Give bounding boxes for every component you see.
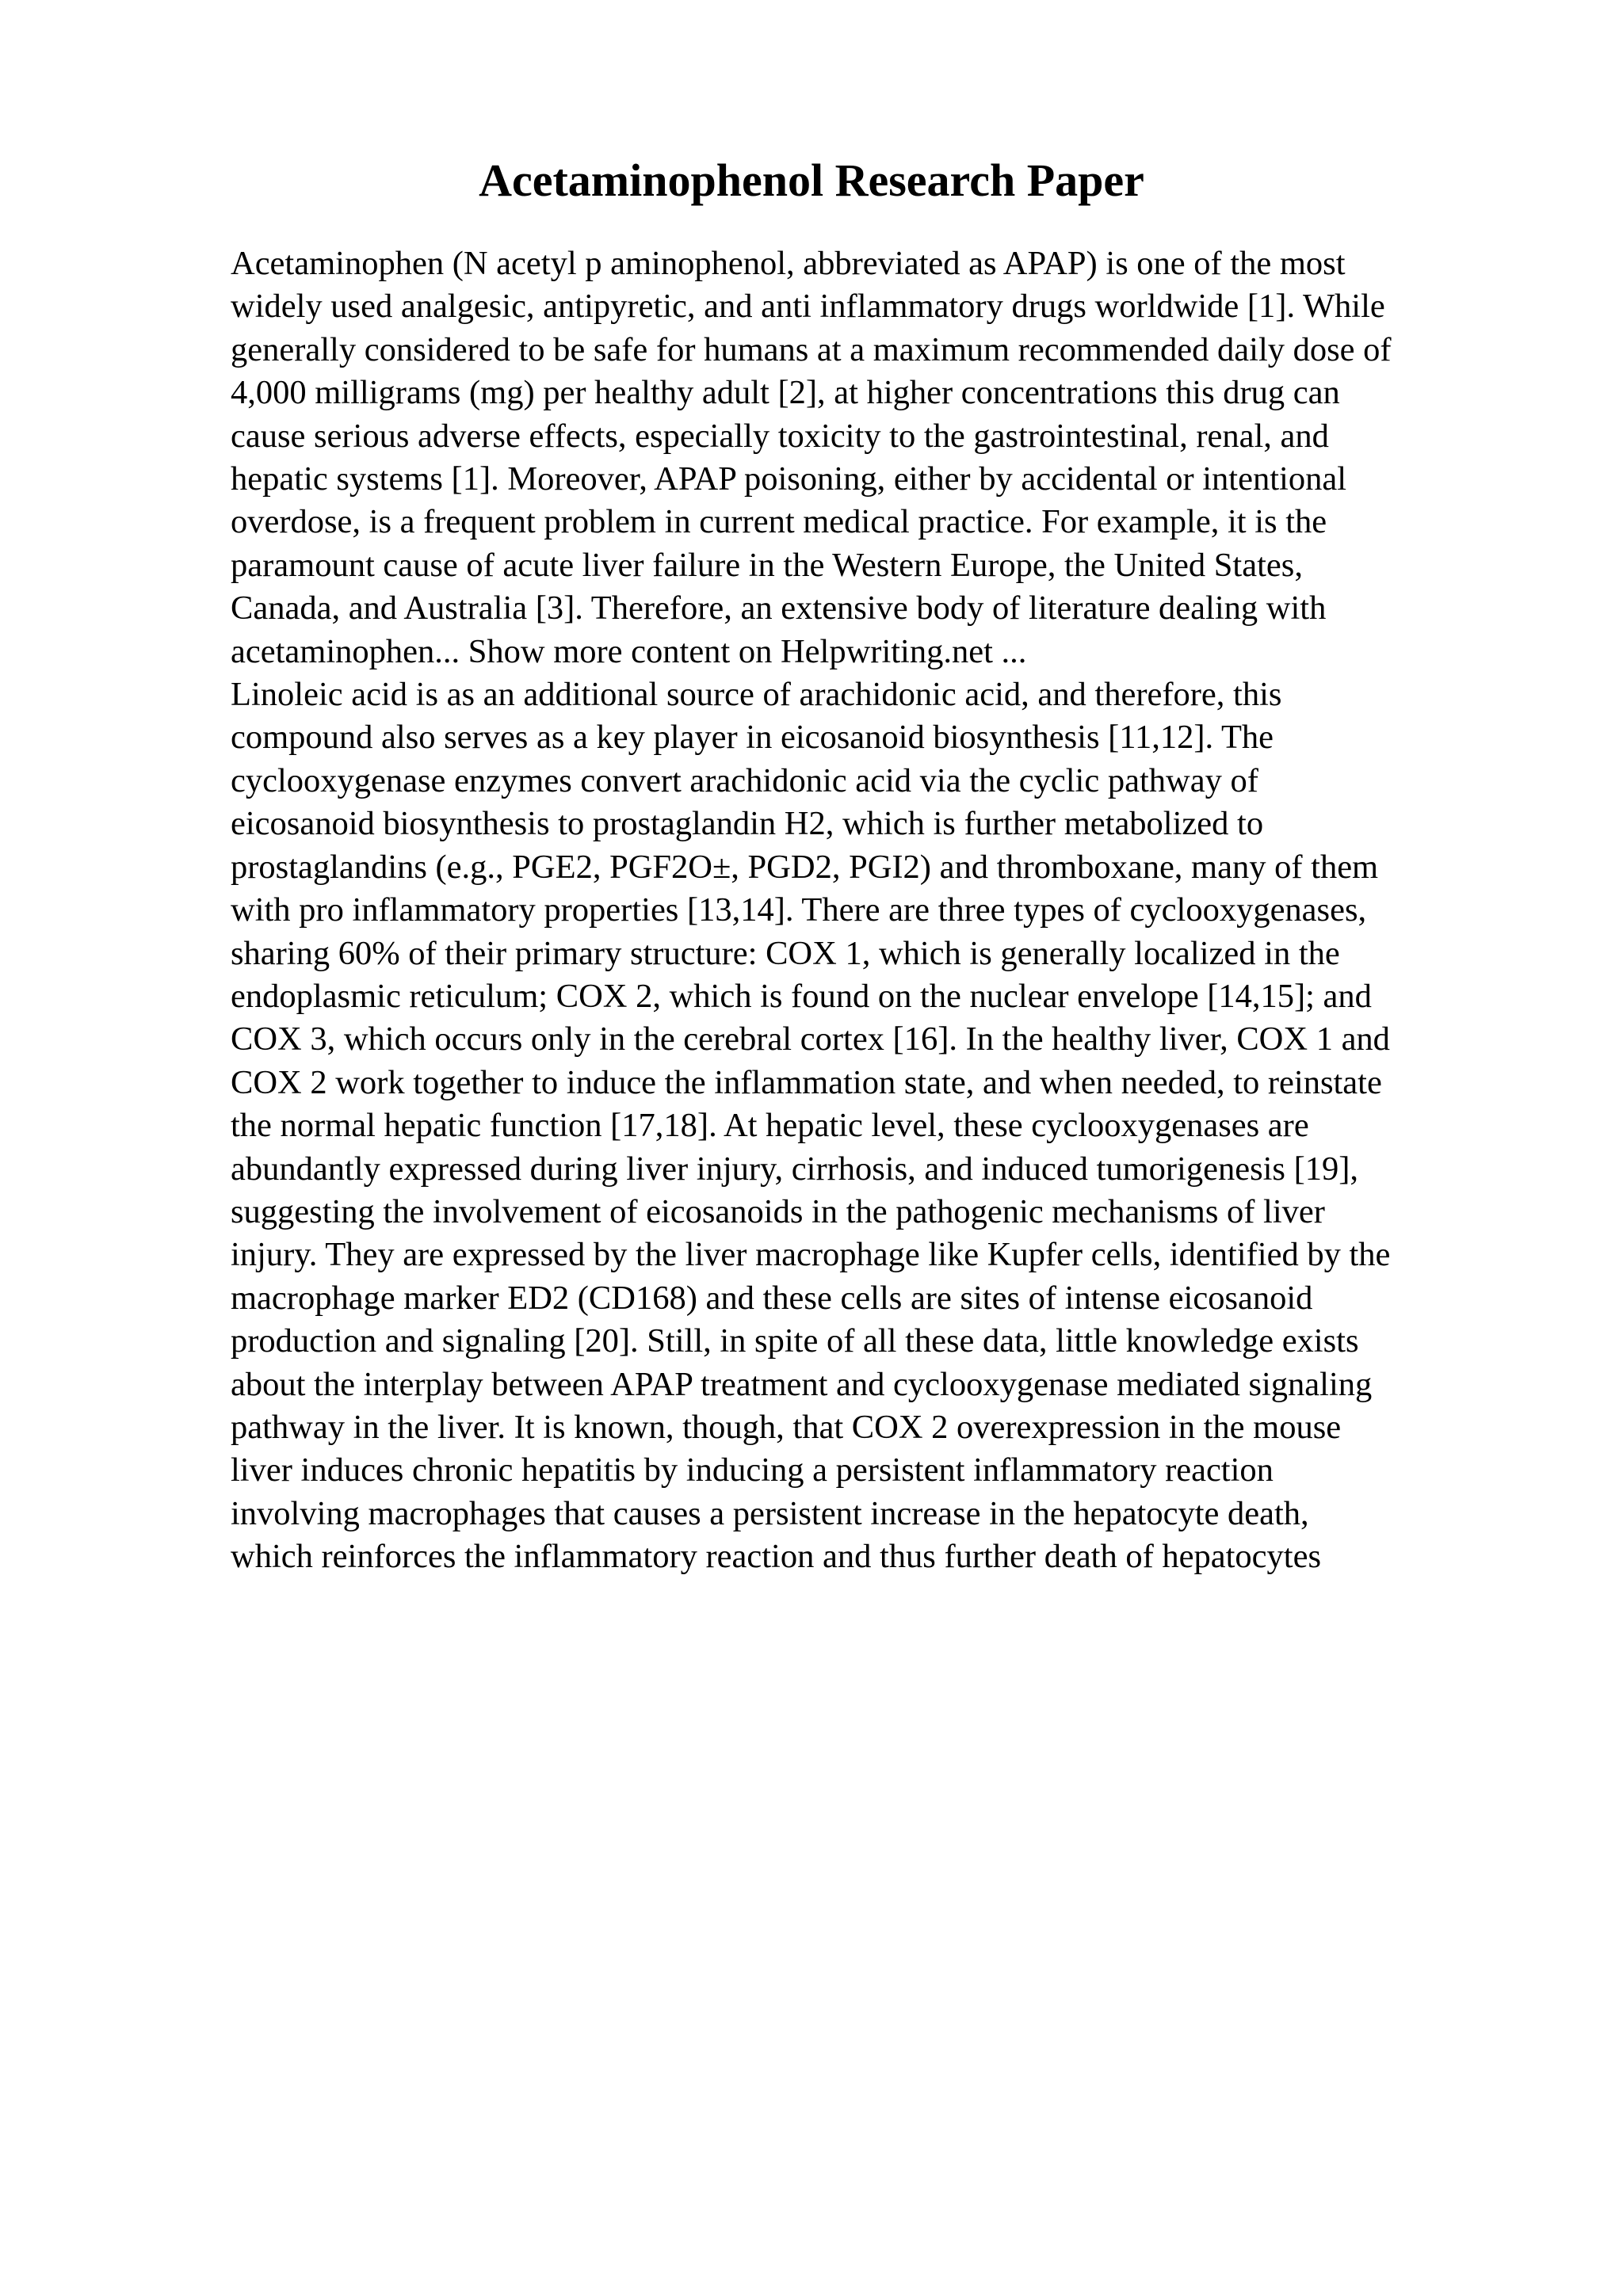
text-line: COX 3, which occurs only in the cerebral cortex [16]. In the healthy liver, COX 1 and <box>231 1020 1390 1058</box>
text-line: cause serious adverse effects, especially toxicity to the gastrointestinal, renal, and <box>231 417 1329 455</box>
text-line: sharing 60% of their primary structure: COX 1, which is generally localized in the <box>231 934 1340 972</box>
text-line: Acetaminophen (N acetyl p aminophenol, abbreviated as APAP) is one of the most <box>231 245 1346 282</box>
text-line: the normal hepatic function [17,18]. At hepatic level, these cyclooxygenases are <box>231 1107 1309 1145</box>
text-line: liver induces chronic hepatitis by inducing a persistent inflammatory reaction <box>231 1451 1274 1489</box>
text-line: COX 2 work together to induce the inflammation state, and when needed, to reinstate <box>231 1063 1382 1101</box>
text-line: compound also serves as a key player in eicosanoid biosynthesis [11,12]. The <box>231 719 1274 757</box>
text-line: Linoleic acid is as an additional source of arachidonic acid, and therefore, this <box>231 676 1282 714</box>
text-line: with pro inflammatory properties [13,14]. There are three types of cyclooxygenases, <box>231 891 1367 929</box>
text-line: about the interplay between APAP treatment and cyclooxygenase mediated signaling <box>231 1365 1373 1403</box>
document-body <box>231 242 1530 1579</box>
text-line: paramount cause of acute liver failure in the Western Europe, the United States, <box>231 546 1303 584</box>
text-line: hepatic systems [1]. Moreover, APAP poisoning, either by accidental or intentional <box>231 460 1346 498</box>
text-line: abundantly expressed during liver injury, cirrhosis, and induced tumorigenesis [19], <box>231 1150 1359 1188</box>
text-line: prostaglandins (e.g., PGE2, PGF2O±, PGD2, PGI2) and thromboxane, many of them <box>231 848 1379 886</box>
text-line: suggesting the involvement of eicosanoids in the pathogenic mechanisms of liver <box>231 1192 1325 1230</box>
text-line: macrophage marker ED2 (CD168) and these cells are sites of intense eicosanoid <box>231 1279 1313 1317</box>
text-line: pathway in the liver. It is known, though, that COX 2 overexpression in the mouse <box>231 1408 1342 1446</box>
text-line: 4,000 milligrams (mg) per healthy adult [2], at higher concentrations this drug can <box>231 374 1340 412</box>
text-line: injury. They are expressed by the liver macrophage like Kupfer cells, identified by the <box>231 1236 1391 1274</box>
text-line: Canada, and Australia [3]. Therefore, an extensive body of literature dealing with <box>231 589 1327 627</box>
text-line: widely used analgesic, antipyretic, and anti inflammatory drugs worldwide [1]. While <box>231 288 1385 326</box>
text-line: involving macrophages that causes a persistent increase in the hepatocyte death, <box>231 1494 1309 1532</box>
text-line: production and signaling [20]. Still, in spite of all these data, little knowledge exists <box>231 1322 1359 1360</box>
text-line: overdose, is a frequent problem in current medical practice. For example, it is the <box>231 503 1327 541</box>
text-line: generally considered to be safe for humans at a maximum recommended daily dose of <box>231 330 1392 368</box>
text-line: eicosanoid biosynthesis to prostaglandin H2, which is further metabolized to <box>231 805 1264 843</box>
text-line: cyclooxygenase enzymes convert arachidonic acid via the cyclic pathway of <box>231 761 1258 799</box>
text-line: which reinforces the inflammatory reaction and thus further death of hepatocytes <box>231 1538 1321 1576</box>
text-line: acetaminophen... Show more content on Helpwriting.net ... <box>231 632 1027 670</box>
document-title: Acetaminophenol Research Paper <box>479 154 1144 206</box>
text-line: endoplasmic reticulum; COX 2, which is found on the nuclear envelope [14,15]; and <box>231 977 1372 1015</box>
